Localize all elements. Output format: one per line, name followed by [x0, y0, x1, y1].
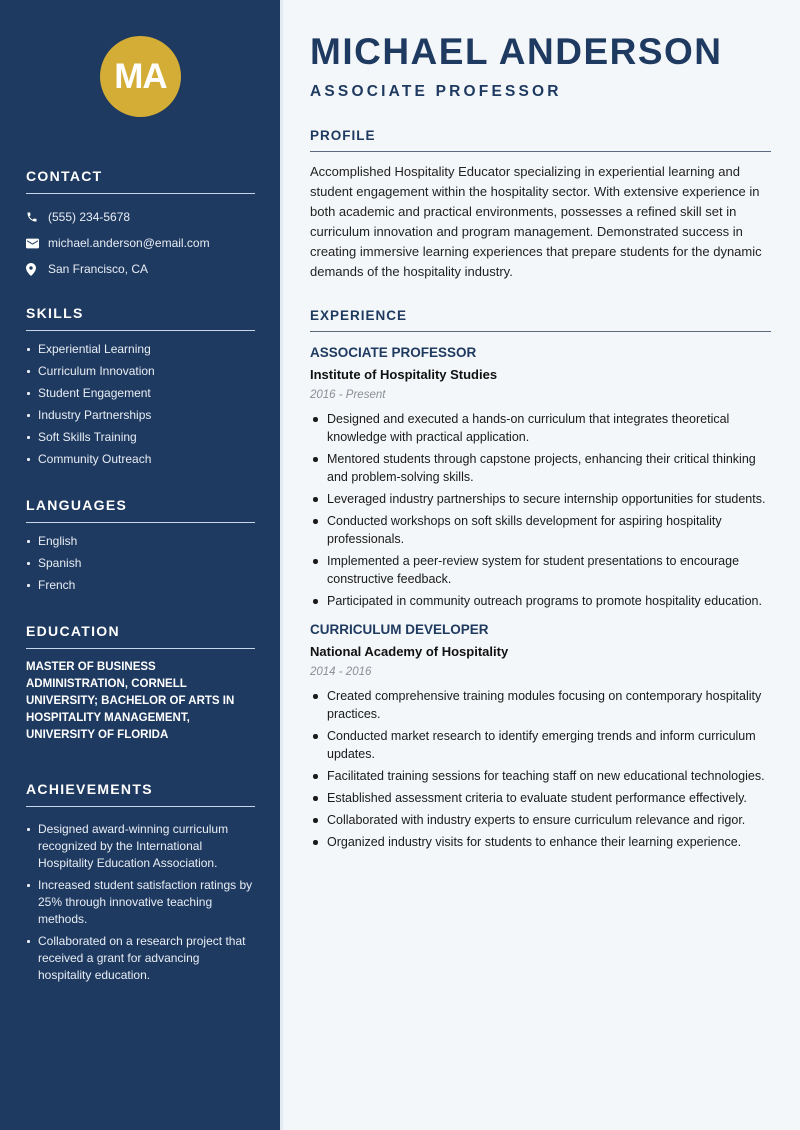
job-bullet: Organized industry visits for students to enhance their learning experience.	[310, 833, 771, 851]
language-item: English	[26, 533, 255, 550]
contact-phone	[26, 204, 255, 230]
skill-item: Industry Partnerships	[26, 407, 255, 424]
phone-value[interactable]: (555) 234-5678	[48, 210, 131, 224]
job-bullets	[310, 410, 771, 610]
location-pin-icon	[26, 263, 48, 276]
experience-heading: EXPERIENCE	[310, 308, 771, 332]
skills-heading: SKILLS	[26, 305, 255, 331]
education-heading: EDUCATION	[26, 623, 255, 649]
achievement-item: Collaborated on a research project that received a grant for advancing hospitality education.	[26, 933, 255, 984]
avatar-initials: MA	[114, 56, 167, 96]
profile-section	[310, 128, 771, 282]
email-value[interactable]: michael.anderson@email.com	[48, 236, 210, 250]
languages-heading: LANGUAGES	[26, 497, 255, 523]
education-section	[26, 623, 255, 744]
skill-item: Community Outreach	[26, 451, 255, 468]
sidebar	[0, 0, 280, 1130]
job-bullet: Facilitated training sessions for teaching staff on new educational technologies.	[310, 767, 771, 785]
avatar	[100, 36, 181, 117]
job-bullets	[310, 687, 771, 851]
skills-list	[26, 341, 255, 468]
job-bullet: Leveraged industry partnerships to secure internship opportunities for students.	[310, 490, 771, 508]
job-bullet: Designed and executed a hands-on curriculum that integrates theoretical knowledge with practical application.	[310, 410, 771, 446]
achievement-item: Increased student satisfaction ratings by 25% through innovative teaching methods.	[26, 877, 255, 928]
achievements-list	[26, 821, 255, 984]
job-entry	[310, 345, 771, 610]
job-bullet: Conducted workshops on soft skills development for aspiring hospitality professionals.	[310, 512, 771, 548]
skill-item: Curriculum Innovation	[26, 363, 255, 380]
skill-item: Soft Skills Training	[26, 429, 255, 446]
skills-section	[26, 305, 255, 473]
email-icon	[26, 238, 48, 249]
profile-heading: PROFILE	[310, 128, 771, 152]
job-title-header: ASSOCIATE PROFESSOR	[310, 83, 562, 100]
language-item: Spanish	[26, 555, 255, 572]
sidebar-divider	[280, 0, 283, 1130]
contact-heading: CONTACT	[26, 168, 255, 194]
languages-list	[26, 533, 255, 594]
languages-section	[26, 497, 255, 599]
job-bullet: Established assessment criteria to evaluate student performance effectively.	[310, 789, 771, 807]
job-bullet: Conducted market research to identify emerging trends and inform curriculum updates.	[310, 727, 771, 763]
company-name: Institute of Hospitality Studies	[310, 367, 498, 382]
job-bullet: Created comprehensive training modules focusing on contemporary hospitality practices.	[310, 687, 771, 723]
job-title: CURRICULUM DEVELOPER	[310, 622, 489, 637]
experience-section	[310, 308, 771, 855]
skill-item: Experiential Learning	[26, 341, 255, 358]
job-bullet: Participated in community outreach programs to promote hospitality education.	[310, 592, 771, 610]
contact-section	[26, 168, 255, 282]
contact-email	[26, 230, 255, 256]
job-bullet: Collaborated with industry experts to ensure curriculum relevance and rigor.	[310, 811, 771, 829]
language-item: French	[26, 577, 255, 594]
profile-text: Accomplished Hospitality Educator specializing in experiential learning and student engagement within the hospitality sector. With extensive experience in both academic and practical environments, possesses a refined skill set in curriculum innovation and program management. Demonstrated success in creating immersive learning experiences that prepare students for the dynamic demands of the hospitality industry.	[310, 164, 762, 279]
achievements-heading: ACHIEVEMENTS	[26, 781, 255, 807]
phone-icon	[26, 211, 48, 223]
job-dates: 2014 - 2016	[310, 666, 372, 678]
company-name: National Academy of Hospitality	[310, 644, 509, 659]
job-dates: 2016 - Present	[310, 389, 386, 401]
education-text: MASTER OF BUSINESS ADMINISTRATION, CORNELL UNIVERSITY; BACHELOR OF ARTS IN HOSPITALITY MANAGEMENT, UNIVERSITY OF FLORIDA	[26, 661, 235, 741]
job-bullet: Implemented a peer-review system for student presentations to encourage constructive feedback.	[310, 552, 771, 588]
person-name: MICHAEL ANDERSON	[310, 31, 723, 72]
job-title: ASSOCIATE PROFESSOR	[310, 345, 477, 360]
skill-item: Student Engagement	[26, 385, 255, 402]
achievement-item: Designed award-winning curriculum recognized by the International Hospitality Education Association.	[26, 821, 255, 872]
contact-location	[26, 256, 255, 282]
job-entry	[310, 622, 771, 851]
location-value: San Francisco, CA	[48, 262, 149, 276]
job-bullet: Mentored students through capstone projects, enhancing their critical thinking and problem-solving skills.	[310, 450, 771, 486]
achievements-section	[26, 781, 255, 989]
